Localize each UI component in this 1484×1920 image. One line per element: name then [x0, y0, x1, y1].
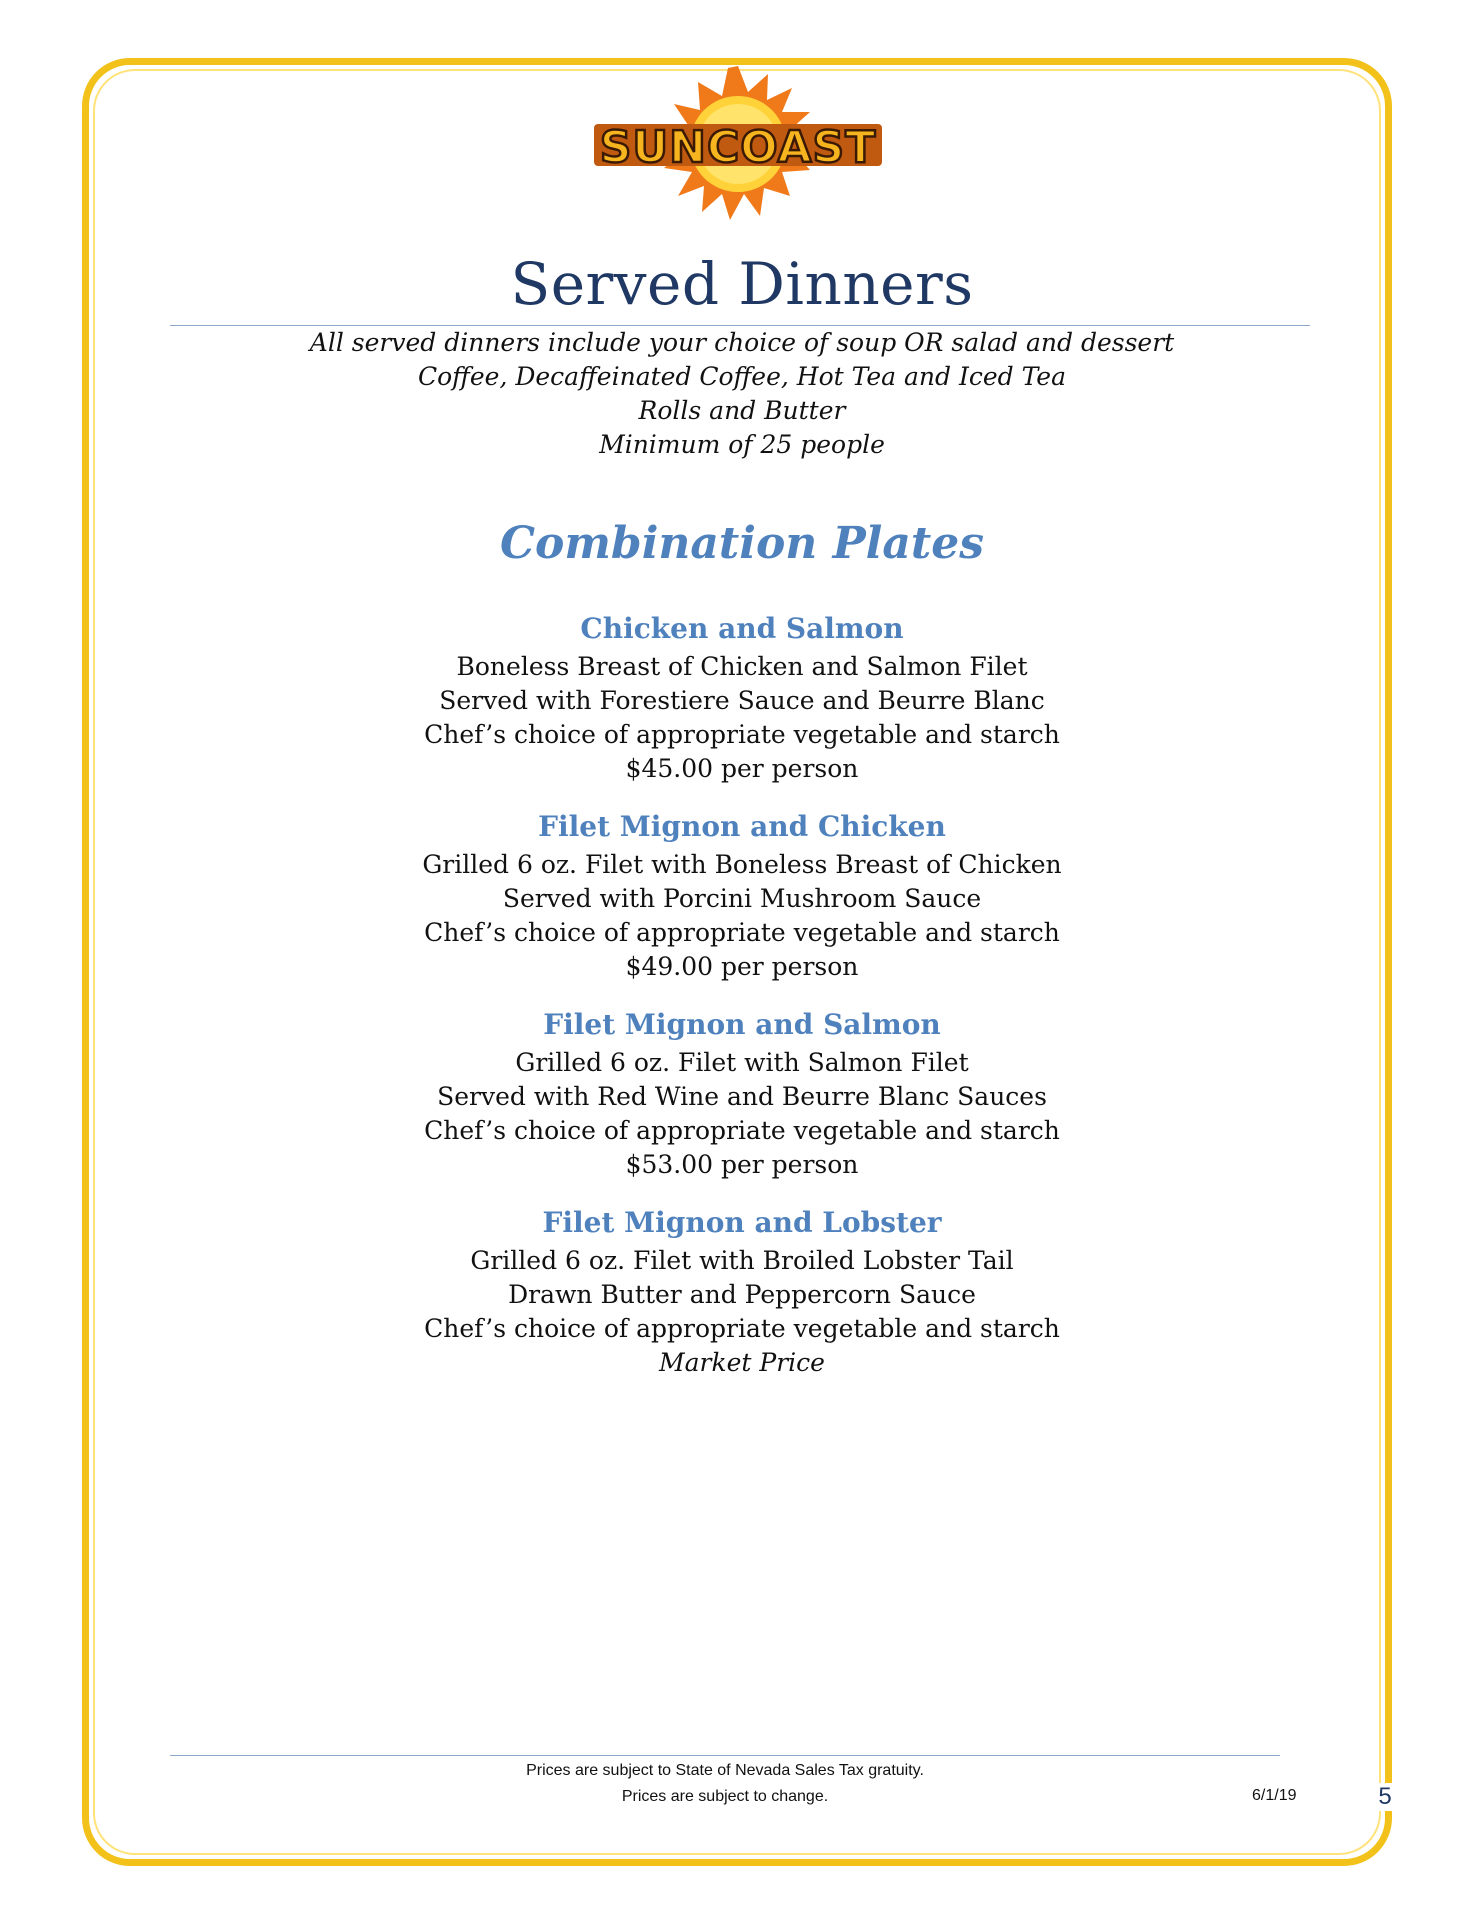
menu-item	[0, 610, 1484, 786]
page-title: Served Dinners	[510, 250, 974, 318]
footer-tax-note: Prices are subject to State of Nevada Sales Tax gratuity.	[526, 1762, 924, 1779]
menu-item-line: Boneless Breast of Chicken and Salmon Filet	[456, 652, 1028, 681]
suncoast-logo	[588, 64, 888, 224]
menu-item-price: $53.00 per person	[625, 1150, 859, 1179]
menu-item	[0, 1204, 1484, 1380]
intro-line: Coffee, Decaffeinated Coffee, Hot Tea and Iced Tea	[417, 362, 1067, 391]
menu-items	[0, 610, 1484, 1402]
logo-wordmark: SUNCOAST	[599, 122, 877, 173]
footer-divider	[170, 1755, 1280, 1756]
intro-text	[0, 326, 1484, 462]
footer-date: 6/1/19	[1252, 1787, 1297, 1804]
menu-item-line: Chef’s choice of appropriate vegetable and starch	[424, 1314, 1060, 1343]
menu-item-price: $49.00 per person	[625, 952, 859, 981]
menu-item-name: Chicken and Salmon	[580, 612, 904, 645]
menu-item-name: Filet Mignon and Salmon	[543, 1008, 941, 1041]
section-title: Combination Plates	[500, 518, 984, 569]
intro-line: Rolls and Butter	[638, 396, 846, 425]
page-number: 5	[1370, 1783, 1400, 1811]
menu-item	[0, 1006, 1484, 1182]
menu-item-price: $45.00 per person	[625, 754, 859, 783]
menu-item-line: Grilled 6 oz. Filet with Broiled Lobster Tail	[470, 1246, 1014, 1275]
menu-item-line: Chef’s choice of appropriate vegetable and starch	[424, 1116, 1060, 1145]
menu-item	[0, 808, 1484, 984]
intro-line: All served dinners include your choice of soup OR salad and dessert	[309, 328, 1175, 357]
menu-item-line: Served with Porcini Mushroom Sauce	[502, 884, 982, 913]
menu-item-line: Grilled 6 oz. Filet with Salmon Filet	[515, 1048, 969, 1077]
footer-change-note: Prices are subject to change.	[621, 1788, 829, 1805]
menu-item-name: Filet Mignon and Lobster	[542, 1206, 942, 1239]
menu-item-line: Chef’s choice of appropriate vegetable and starch	[424, 720, 1060, 749]
menu-item-line: Drawn Butter and Peppercorn Sauce	[508, 1280, 976, 1309]
menu-item-price: Market Price	[659, 1348, 825, 1377]
menu-item-line: Grilled 6 oz. Filet with Boneless Breast of Chicken	[422, 850, 1062, 879]
intro-line: Minimum of 25 people	[599, 430, 885, 459]
menu-item-name: Filet Mignon and Chicken	[538, 810, 946, 843]
menu-item-line: Chef’s choice of appropriate vegetable and starch	[424, 918, 1060, 947]
menu-item-line: Served with Red Wine and Beurre Blanc Sauces	[437, 1082, 1047, 1111]
menu-item-line: Served with Forestiere Sauce and Beurre Blanc	[439, 686, 1045, 715]
